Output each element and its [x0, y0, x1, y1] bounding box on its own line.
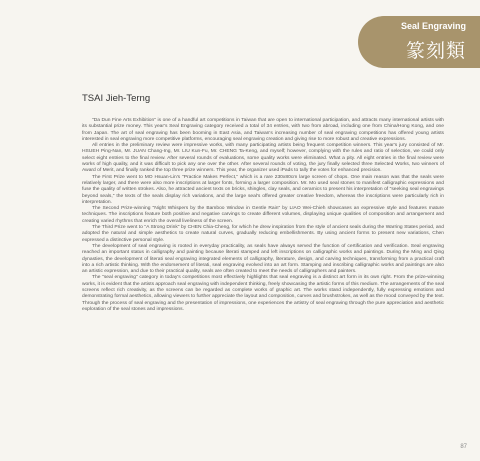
section-label-zh: 篆刻類 — [405, 40, 466, 62]
paragraph: The development of seal engraving is rooted in everyday practicality, as seals have always served the function of certification and verification. Seal engraving reached an important status in calligraphy and painting because literati stamped and left inscriptions on calligraphic works and paintings. During the Ming and Qing dynasties, the development of literati seal engraving integrated elements of calligraphy, literature, design, and carving techniques, transforming from a practical craft into a rich artistic thinking. With the endorsement of literati, seal engraving evolved into an art form. Stamping and inscribing calligraphic works and paintings are also an artistic expression, and due to their practical quality, seals are often created to meet the needs of calligraphers and painters. — [82, 243, 444, 275]
paragraph: The First Prize went to MO Hsuan-Lin's "Practice Makes Perfect," which is a rare 230x80cm large screen of chops. One main reason was that the seals were relatively larger, and there were also more inscriptions at larger fonts, forming a larger composition. Mr. Mo used seal stones to manifest calligraphic expressions and fuse the quality of written strokes. Also, he attracted ancient texts on bricks, shingles, clay seals, and ceramics to present his interpretation of "seeking seal engravings beyond seals," the texts of the seals display rich variations, and the large seal's offered greater creative freedom, whereas the inscriptions were particularly rich in interpretation. — [82, 174, 444, 205]
section-badge — [358, 16, 480, 68]
author-name: TSAI Jieh-Terng — [82, 93, 151, 104]
article-body — [82, 118, 444, 313]
paragraph: The Second Prize-winning "Night Whispers by the Bamboo Window in Gentle Rain" by LIAO Wei-Chieh showcases an expressive style and features mature techniques. The inscriptions feature both positive and negative carvings to create different volumes, displaying unique qualities of composition and arrangement and creating varied rhythms that enrich the overall liveliness of the screen. — [82, 206, 444, 224]
page-number: 87 — [460, 444, 467, 450]
section-label-en: Seal Engraving — [400, 21, 466, 31]
paragraph: "Da Dun Fine Arts Exhibition" is one of a handful art competitions in Taiwan that are open to international participation, and attracts many international artists with its substantial prize money. This year's Seal Engraving category received a total of 34 entries, with two from abroad, including one from China/Hong Kong, and one from Japan. The art of seal engraving has been booming in East Asia, and Taiwan's increasing number of seal engraving competitions has offered young artists interested in seal engraving more competitive platforms, encouraging seal engraving creation and giving rise to more robust and creative expressions. — [82, 118, 444, 142]
paragraph: The Third Prize went to "A Strong Drink" by CHEN Chia-Cheng, for which he drew inspiration from the style of ancient seals during the Warring States period, and adopted the natural and simple aesthetics to create natural curves, gradually reducing embellishments. By using ancient forms to present new variations, Chen expressed a distinctive personal style. — [82, 225, 444, 243]
paragraph: All entries in the preliminary review were impressive works, with many participating artists being frequent competition winners. This year's jury consisted of Mr. HSUEH Ping-Nan, Mr. JUAN Chang-Ing, Mr. LIU Kun-Fu, Mr. CHENG Ta-Keng, and myself; however, complying with the rules and ratio of selection, we could only select eight entries to the final review. After several rounds of evaluations, some quality works were eliminated. What a pity. All eight entries in the final review were works of high quality, and it was difficult to pick any one over the other. After several rounds of voting, the jury finally selected three Selected Works, two winners of Award of Merit, and finally ranked the top three prize winners. This year, the organizer used iPads to tally the votes for enhanced precision. — [82, 143, 444, 174]
paragraph: The "seal engraving" category in today's competitions most effectively highlights that seal engraving is a distinct art form in its own right. From the prize-winning works, it is evident that the artists approach seal engraving with independent thinking, freely showcasing the artistic forms of this medium. The arrangements of the seal screens reflect rich creativity, as the screens can be regarded as complete works of graphic art. The works stand independently, fully expressing emotions and demonstrating formal aesthetics, allowing viewers to further appreciate the layout and composition, curves and brushstrokes, as well as the mood conveyed by the text. Through the process of seal engraving and the presentation of impressions, one experiences the artistry of seal engraving through the pure appreciation and aesthetic exploration of the seal stones and impressions. — [82, 275, 445, 312]
